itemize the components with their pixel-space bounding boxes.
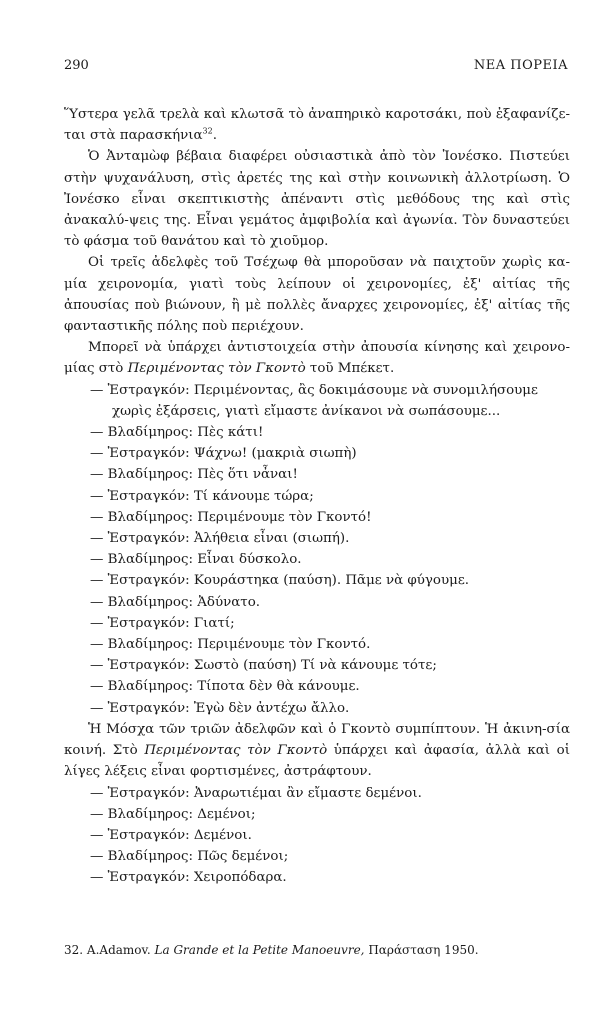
dialogue-line: — Βλαδίμηρος: Ἀδύνατο.	[90, 594, 261, 610]
dialogue-line: — Βλαδίμηρος: Πῶς δεμένοι;	[90, 849, 289, 865]
paragraph: Ὕστερα γελᾶ τρελὰ καὶ κλωτσᾶ τὸ ἀναπηρικὸ καροτσάκι, ποὺ ἐξαφανίζε-ται στὰ παρασκήνια$^{32}$.	[64, 107, 570, 144]
dialogue-line: — Ἐστραγκόν: Ἀναρωτιέμαι ἂν εἴμαστε δεμένοι.	[90, 785, 422, 801]
main-text	[64, 104, 570, 889]
dialogue-line: — Βλαδίμηρος: Περιμένουμε τὸν Γκοντό.	[90, 637, 371, 653]
footnote-detail: Παράσταση 1950.	[368, 943, 479, 957]
footnote-author: A.Adamov.	[86, 943, 151, 957]
footnote-title: La Grande et la Petite Manoeuvre,	[154, 943, 365, 957]
dialogue-line: — Βλαδίμηρος: Δεμένοι;	[90, 806, 256, 822]
footnote	[64, 942, 570, 958]
dialogue-line: — Ἐστραγκόν: Ἐγὼ δὲν ἀντέχω ἄλλο.	[90, 700, 350, 716]
dialogue-line: — Ἐστραγκόν: Δεμένοι.	[90, 827, 252, 843]
dialogue-line: — Βλαδίμηρος: Πὲς ὅτι νἆναι!	[90, 467, 298, 483]
dialogue-line: — Βλαδίμηρος: Περιμένουμε τὸν Γκοντό!	[90, 509, 372, 525]
dialogue-line: — Ἐστραγκόν: Τί κάνουμε τώρα;	[90, 488, 314, 504]
page-header	[64, 58, 568, 76]
footnote-marker: 32	[202, 126, 213, 136]
play-title: Περιμένοντας τὸν Γκοντὸ	[144, 743, 328, 759]
dialogue-line: — Ἐστραγκόν: Χειροπόδαρα.	[90, 870, 287, 886]
play-title: Περιμένοντας τὸν Γκοντὸ	[127, 361, 306, 377]
paragraph: Οἱ τρεῖς ἀδελφὲς τοῦ Τσέχωφ θὰ μποροῦσαν νὰ παιχτοῦν χωρὶς κα-μία χειρονομία, γιατὶ τοὺς λείπουν οἱ χειρονομίες, ἐξ' αἰτίας τῆς ἀπουσίας ποὺ βιώνουν, ἢ μὲ πολλὲς ἄναρχες χειρονομίες, ἐξ' αἰτίας τῆς φανταστικῆς πόλης ποὺ περιέχουν.	[64, 255, 570, 335]
dialogue-block	[64, 783, 570, 889]
dialogue-line: — Ἐστραγκόν: Περιμένοντας, ἂς δοκιμάσουμε νὰ συνομιλήσουμε χωρὶς ἐξάρσεις, γιατὶ εἴμαστε ἀνίκανοι νὰ σωπάσουμε...	[90, 382, 538, 419]
footnote-number: 32.	[64, 943, 84, 957]
dialogue-line: — Ἐστραγκόν: Ψάχνω! (μακριὰ σιωπὴ)	[90, 446, 357, 462]
paragraph: Ἡ Μόσχα τῶν τριῶν ἀδελφῶν καὶ ὁ Γκοντὸ συμπίπτουν. Ἡ ἀκινη-σία κοινή. Στὸ Περιμένοντας τὸν Γκοντὸ ὑπάρχει καὶ ἀφασία, ἀλλὰ καὶ οἱ λίγες λέξεις εἶναι φορτισμένες, ἀστράφτουν.	[64, 721, 570, 780]
dialogue-line: — Βλαδίμηρος: Τίποτα δὲν θὰ κάνουμε.	[90, 679, 360, 695]
dialogue-line: — Ἐστραγκόν: Γιατί;	[90, 615, 235, 631]
dialogue-line: — Βλαδίμηρος: Εἶναι δύσκολο.	[90, 552, 302, 568]
dialogue-line: — Ἐστραγκόν: Σωστὸ (παύση) Τί νὰ κάνουμε τότε;	[90, 658, 437, 674]
paragraph: Μπορεῖ νὰ ὑπάρχει ἀντιστοιχεία στὴν ἀπουσία κίνησης καὶ χειρονο-μίας στὸ Περιμένοντας τὸν Γκοντὸ τοῦ Μπέκετ.	[64, 340, 570, 377]
dialogue-block	[64, 380, 570, 719]
dialogue-line: — Ἐστραγκόν: Ἀλήθεια εἶναι (σιωπή).	[90, 531, 350, 547]
page-number: 290	[64, 58, 89, 73]
dialogue-line: — Ἐστραγκόν: Κουράστηκα (παύση). Πᾶμε νὰ φύγουμε.	[90, 573, 470, 589]
running-head: ΝΕΑ ΠΟΡΕΙΑ	[473, 58, 568, 73]
paragraph: Ὁ Ἀνταμὼφ βέβαια διαφέρει οὐσιαστικὰ ἀπὸ τὸν Ἰονέσκο. Πιστεύει στὴν ψυχανάλυση, στὶς ἀρετές της καὶ στὴν κοινωνικὴ ἀλλοτρίωση. Ὁ Ἰονέσκο εἶναι σκεπτικιστὴς ἀπέναντι στὶς μεθόδους της καὶ στὶς ἀνακαλύ-ψεις της. Εἶναι γεμάτος ἀμφιβολία καὶ ἀγωνία. Τὸν δυναστεύει τὸ φάσμα τοῦ θανάτου καὶ τὸ χιοῦμορ.	[64, 149, 570, 250]
dialogue-line: — Βλαδίμηρος: Πὲς κάτι!	[90, 425, 264, 441]
